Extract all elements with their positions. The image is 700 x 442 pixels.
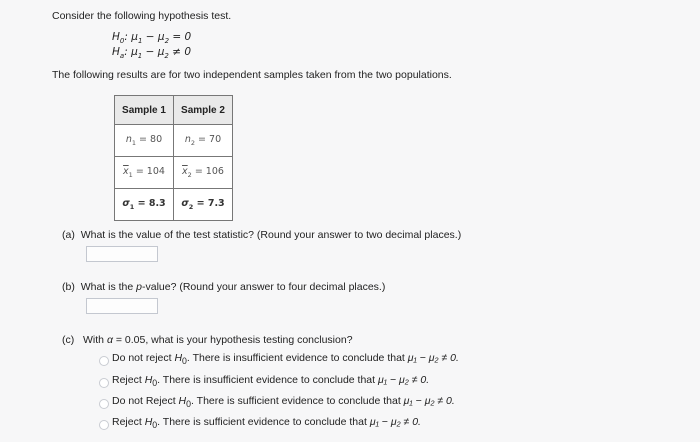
test-statistic-input[interactable] — [86, 246, 158, 262]
cell-n1: $n_1 = 80$ — [115, 125, 174, 157]
conclusion-radio-1[interactable] — [99, 356, 109, 366]
table-row — [115, 189, 233, 221]
cell-n2: $n_2 = 70$ — [174, 125, 233, 157]
p-value-input[interactable] — [86, 298, 158, 314]
table-row — [115, 125, 233, 157]
cell-sigma1: $\sigma_1 = 8.3$ — [115, 189, 174, 221]
conclusion-radio-4[interactable] — [99, 420, 109, 430]
results-text: The following results are for two independent samples taken from the two populations. — [52, 69, 452, 81]
header-sample-1: Sample 1 — [115, 96, 174, 125]
cell-sigma2: $\sigma_2 = 7.3$ — [174, 189, 233, 221]
cell-xbar2: $\overline{x}_2 = 106$ — [174, 157, 233, 189]
alternative-hypothesis: $H_a$: $\mu_1 - \mu_2 \ne 0$ — [112, 46, 192, 61]
part-c-question: (c) With α = 0.05, what is your hypothesis testing conclusion? — [62, 334, 353, 346]
header-sample-2: Sample 2 — [174, 96, 233, 125]
cell-xbar1: $\overline{x}_1 = 104$ — [115, 157, 174, 189]
part-b-question: (b) What is the p-value? (Round your answer to four decimal places.) — [62, 281, 386, 293]
conclusion-radio-3[interactable] — [99, 399, 109, 409]
conclusion-option-4[interactable]: Reject $H_0$. There is sufficient evidence to conclude that μ₁ − μ₂ ≠ 0. — [112, 416, 421, 431]
part-a-question: (a) What is the value of the test statistic? (Round your answer to two decimal places.) — [62, 229, 462, 241]
conclusion-option-2[interactable]: Reject $H_0$. There is insufficient evidence to conclude that μ₁ − μ₂ ≠ 0. — [112, 374, 430, 389]
intro-text: Consider the following hypothesis test. — [52, 10, 232, 22]
conclusion-option-3[interactable]: Do not Reject $H_0$. There is sufficient evidence to conclude that μ₁ − μ₂ ≠ 0. — [112, 395, 455, 410]
samples-table — [114, 95, 233, 221]
null-hypothesis: $H_0$: $\mu_1 - \mu_2 = 0$ — [112, 31, 192, 46]
conclusion-radio-2[interactable] — [99, 378, 109, 388]
conclusion-option-1[interactable]: Do not reject $H_0$. There is insufficient evidence to conclude that μ₁ − μ₂ ≠ 0. — [112, 352, 459, 367]
table-header-row — [115, 96, 233, 125]
table-row — [115, 157, 233, 189]
